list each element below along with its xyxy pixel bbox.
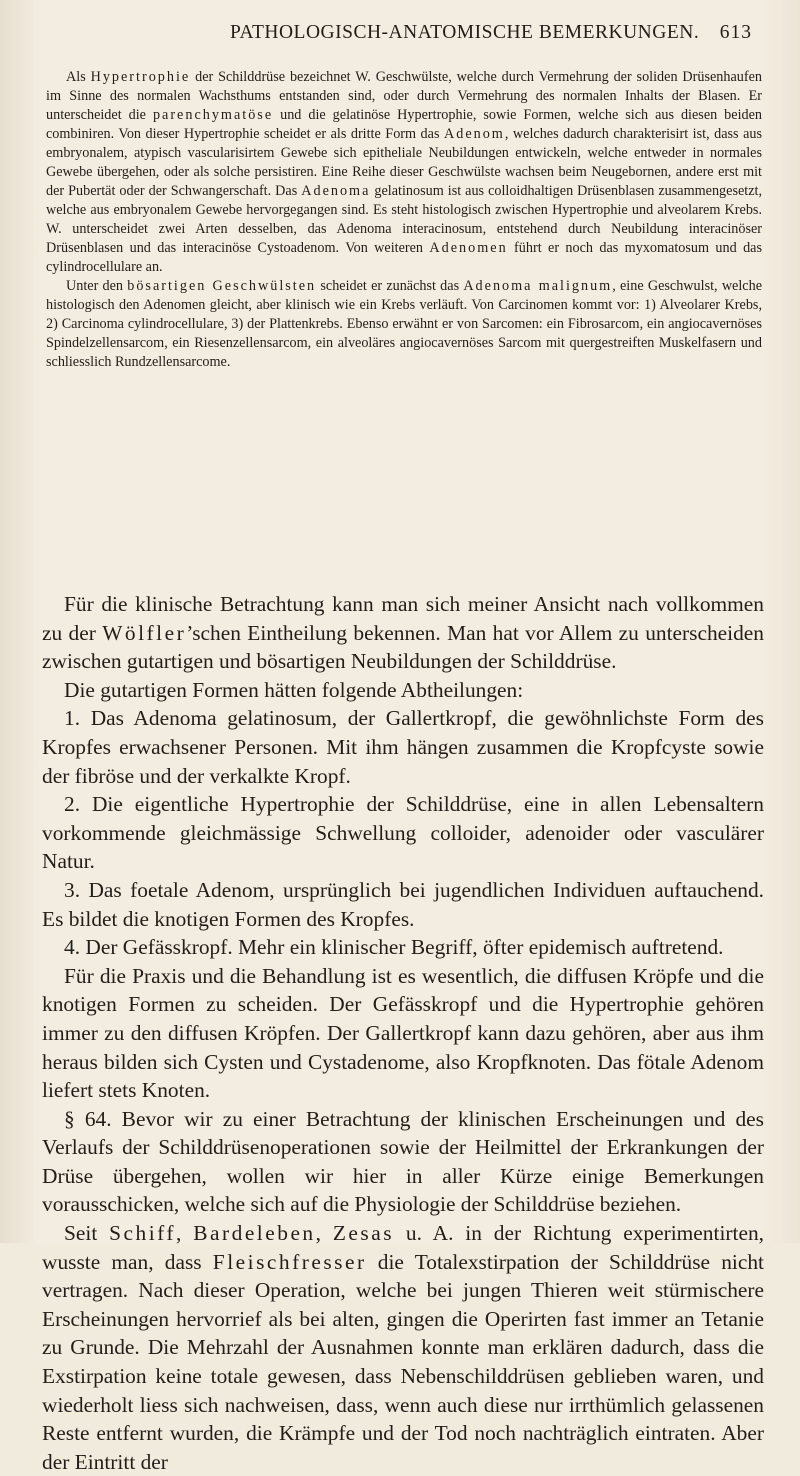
text-run: der Schilddrüse bezeichnet W. Geschwülste, welche durch Vermehrung der soliden Drüsenhaufen im Sinne des normalen Wachsthums entstanden sind, oder durch Vermehrung des normalen Inhalts der Blasen. Er unterscheidet die [46,69,762,123]
paragraph [42,962,764,1105]
paragraph [42,676,764,705]
paragraph [42,790,764,876]
text-run: Als [66,69,91,85]
paragraph [42,933,764,962]
spaced-emphasis: Zesas [332,1221,395,1246]
spaced-emphasis: parenchymatöse [152,107,274,123]
paragraph [42,1219,764,1476]
text-run: , [315,1221,333,1246]
text-run: und die gelatinöse Hypertrophie, sowie Formen, welche sich aus diesen beiden combiniren. Von dieser Hypertrophie scheidet er als dritte Form das [46,107,763,142]
spaced-emphasis: Fleischfresser [212,1249,367,1274]
footnote-block [46,68,762,372]
spaced-emphasis: bösartigen Geschwülsten [127,278,317,294]
spaced-emphasis: Schiff [109,1221,177,1246]
text-run: Unter den [66,278,128,294]
paragraph [46,277,762,372]
text-run: ’schen Eintheilung bekennen. Man hat vor Allem zu unterscheiden zwischen gutartigen und bösartigen Neubildungen der Schilddrüse. [42,620,764,674]
spaced-emphasis: Adenomen [429,240,508,256]
text-run: gelatinosum ist aus colloidhaltigen Drüsenblasen zusammengesetzt, welche aus embryonalem Gewebe hervorgegangen sind. Es steht histologisch zwischen Hypertrophie und alveolarem Krebs. W. unterscheidet zwei Arten desselben, das Adenoma interacinosum, entstehend durch Neubildung interacinöser Drüsenblasen und das interacinöse Cystoadenom. Von weiteren [46,183,762,256]
text-run: 2. Die eigentliche Hypertrophie der Schilddrüse, eine in allen Lebensaltern vorkommende gleichmässige Schwellung colloider, adenoider oder vasculärer Natur. [42,792,764,874]
text-run: 4. Der Gefässkropf. Mehr ein klinischer Begriff, öfter epidemisch auftretend. [64,935,724,960]
paragraph [42,590,764,676]
running-header [230,22,752,44]
text-run: scheidet er zunächst das [316,278,464,294]
spaced-emphasis: Adenom [443,126,505,142]
spaced-emphasis: Hypertrophie [90,69,191,85]
text-run: § 64. Bevor wir zu einer Betrachtung der klinischen Erscheinungen und des Verlaufs der Schilddrüsenoperationen sowie der Heilmittel der Erkrankungen der Drüse übergehen, wollen wir hier in aller Kürze einige Bemerkungen vorausschicken, welche sich auf die Physiologie der Schilddrüse beziehen. [42,1106,764,1217]
text-run: Für die klinische Betrachtung kann man sich meiner Ansicht nach vollkommen zu der [42,592,764,645]
spaced-emphasis: Wölfler [102,620,187,645]
text-run: u. A. in der Richtung experimentirten, wusste man, dass [42,1221,764,1274]
running-title: PATHOLOGISCH-ANATOMISCHE BEMERKUNGEN. [230,22,700,43]
text-run: Seit [64,1221,110,1246]
text-run: 3. Das foetale Adenom, ursprünglich bei jugendlichen Individuen auftauchend. Es bildet die knotigen Formen des Kropfes. [42,877,764,931]
text-run: Für die Praxis und die Behandlung ist es wesentlich, die diffusen Kröpfe und die knotigen Formen zu scheiden. Der Gefässkropf und die Hypertrophie gehören immer zu den diffusen Kröpfen. Der Gallertkropf kann dazu gehören, aber aus ihm heraus bilden sich Cysten und Cystadenome, also Kropfknoten. Das fötale Adenom liefert stets Knoten. [42,963,764,1103]
page-number: 613 [719,22,752,43]
spaced-emphasis: Adenoma [301,183,371,199]
text-run: die Totalexstirpation der Schilddrüse nicht vertragen. Nach dieser Operation, welche bei jungen Thieren weit stürmischere Erscheinungen hervorrief als bei alten, gingen die Operirten fast immer an Tetanie zu Grunde. Die Mehrzahl der Ausnahmen konnte man erklären dadurch, dass die Exstirpation keine totale gewesen, dass Nebenschilddrüsen geblieben waren, und wiederholt liess sich nachweisen, dass, wenn auch diese nur irrthümlich gelassenen Reste entfernt wurden, die Krämpfe und der Tod noch nachträglich eintraten. Aber der Eintritt der [42,1249,764,1474]
text-run: , [176,1221,194,1246]
paragraph [42,876,764,933]
text-run: führt er noch das myxomatosum und das cylindrocellulare an. [46,240,762,275]
text-run: , eine Geschwulst, welche histologisch den Adenomen gleicht, aber klinisch wie ein Krebs verläuft. Von Carcinomen kommt vor: 1) Alveolarer Krebs, 2) Carcinoma cylindrocellulare, 3) der Plattenkrebs. Ebenso erwähnt er von Sarcomen: ein Fibrosarcom, ein angiocavernöses Spindelzellensarcom, ein Riesenzellensarcom, ein alveoläres angiocavernöses Sarcom mit quergestreiften Muskelfasern und schliesslich Rundzellensarcome. [46,278,762,370]
spaced-emphasis: Bardeleben [193,1221,316,1246]
text-run: , welches dadurch charakterisirt ist, dass aus embryonalem, atypisch vascularisirtem Gewebe sich epitheliale Neubildungen entwickeln, welche entweder in normales Gewebe übergehen, oder als solche persistiren. Eine Reihe dieser Geschwülste wachsen beim Neugebornen, andere erst mit der Pubertät oder der Schwangerschaft. Das [46,126,762,199]
spaced-emphasis: Adenoma malignum [463,278,613,294]
paragraph [42,704,764,790]
main-text-block [42,590,764,1476]
text-run: 1. Das Adenoma gelatinosum, der Gallertkropf, die gewöhnlichste Form des Kropfes erwachsener Personen. Mit ihm hängen zusammen die Kropfcyste sowie der fibröse und der verkalkte Kropf. [42,706,764,788]
paragraph [42,1105,764,1219]
text-run: Die gutartigen Formen hätten folgende Abtheilungen: [64,677,524,702]
paragraph [46,68,762,277]
